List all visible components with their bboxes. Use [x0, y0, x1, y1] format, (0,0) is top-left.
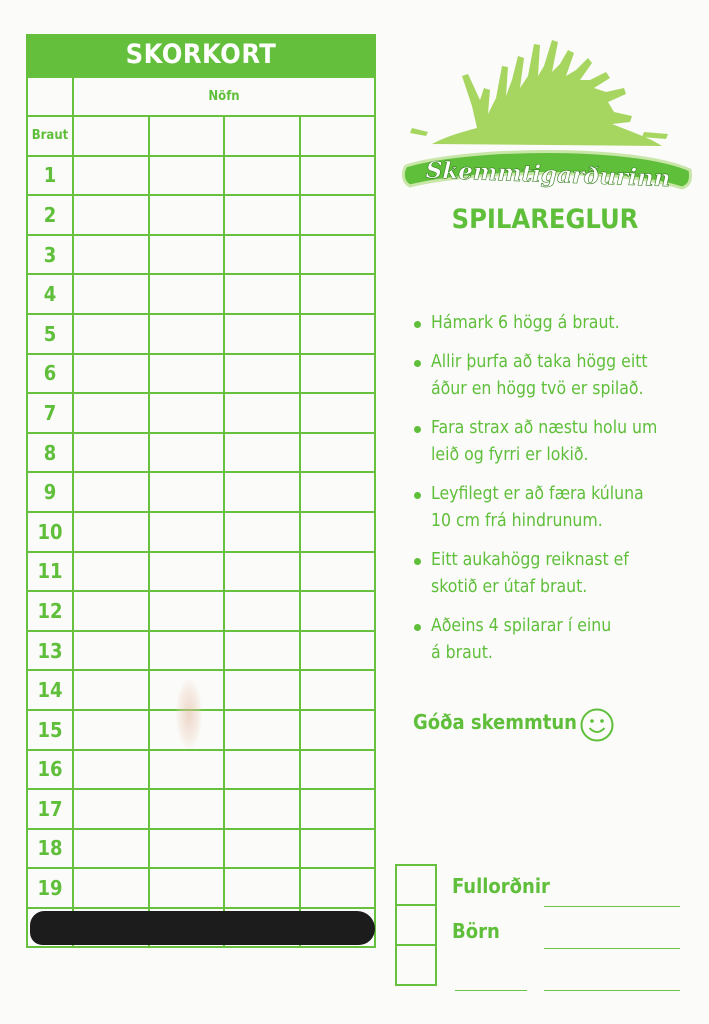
hole-number: 9 — [27, 472, 73, 512]
bullet-icon — [414, 492, 421, 499]
score-cell[interactable] — [224, 710, 300, 750]
hole-row — [27, 433, 375, 473]
player-name-cell[interactable] — [300, 116, 376, 156]
scorecard-title: SKORKORT — [26, 34, 376, 76]
rules-list — [412, 310, 692, 679]
score-cell[interactable] — [300, 829, 376, 869]
score-cell[interactable] — [300, 670, 376, 710]
hole-number: 19 — [27, 868, 73, 908]
score-cell[interactable] — [149, 156, 225, 196]
score-cell[interactable] — [149, 512, 225, 552]
score-cell[interactable] — [149, 393, 225, 433]
score-cell[interactable] — [149, 750, 225, 790]
extra-label-line[interactable] — [455, 990, 527, 991]
score-cell[interactable] — [149, 789, 225, 829]
adults-checkbox[interactable] — [395, 864, 437, 906]
score-cell[interactable] — [224, 433, 300, 473]
score-cell[interactable] — [73, 472, 149, 512]
score-cell[interactable] — [224, 552, 300, 592]
score-cell[interactable] — [224, 354, 300, 394]
score-cell[interactable] — [300, 631, 376, 671]
hole-number: 5 — [27, 314, 73, 354]
hole-number: 6 — [27, 354, 73, 394]
hole-row — [27, 354, 375, 394]
hole-row — [27, 591, 375, 631]
crowd-silhouette-icon — [410, 40, 668, 146]
score-cell[interactable] — [300, 314, 376, 354]
score-cell[interactable] — [73, 433, 149, 473]
rule-text: Hámark 6 högg á braut. — [431, 313, 620, 333]
rule-text: Fara strax að næstu holu um — [431, 418, 658, 438]
hole-row — [27, 472, 375, 512]
bullet-icon — [414, 624, 421, 631]
score-cell[interactable] — [73, 314, 149, 354]
score-cell[interactable] — [224, 512, 300, 552]
hole-row — [27, 235, 375, 275]
score-cell[interactable] — [73, 868, 149, 908]
score-cell[interactable] — [73, 274, 149, 314]
score-cell[interactable] — [73, 591, 149, 631]
bullet-icon — [414, 360, 421, 367]
hole-row — [27, 314, 375, 354]
score-cell[interactable] — [300, 393, 376, 433]
score-cell[interactable] — [300, 274, 376, 314]
score-cell[interactable] — [300, 512, 376, 552]
hole-number: 1 — [27, 156, 73, 196]
hole-number: 11 — [27, 552, 73, 592]
score-cell[interactable] — [224, 472, 300, 512]
score-cell[interactable] — [149, 195, 225, 235]
redaction-bar — [30, 911, 375, 945]
hole-row — [27, 631, 375, 671]
rule-text: á braut. — [431, 643, 493, 663]
score-cell[interactable] — [300, 472, 376, 512]
score-cell[interactable] — [149, 235, 225, 275]
score-cell[interactable] — [149, 472, 225, 512]
hole-number: 18 — [27, 829, 73, 869]
bullet-icon — [414, 426, 421, 433]
price-checkboxes — [395, 866, 437, 986]
rules-title: SPILAREGLUR — [451, 204, 639, 235]
svg-text:Skemmtigarðurinn: Skemmtigarðurinn — [425, 156, 671, 193]
player-name-cell[interactable] — [224, 116, 300, 156]
rule-text: áður en högg tvö er spilað. — [431, 379, 644, 399]
score-cell[interactable] — [73, 512, 149, 552]
adults-price-line[interactable] — [544, 906, 680, 907]
children-label: Börn — [452, 919, 500, 943]
score-cell[interactable] — [149, 314, 225, 354]
score-cell[interactable] — [73, 670, 149, 710]
score-cell[interactable] — [73, 789, 149, 829]
score-cell[interactable] — [73, 710, 149, 750]
score-cell[interactable] — [73, 195, 149, 235]
score-cell[interactable] — [300, 868, 376, 908]
rule-item — [412, 547, 692, 601]
rule-item — [412, 415, 692, 469]
rule-text: Aðeins 4 spilarar í einu — [431, 616, 612, 636]
score-cell[interactable] — [73, 552, 149, 592]
score-cell[interactable] — [73, 393, 149, 433]
hole-number: 12 — [27, 591, 73, 631]
player-name-cell[interactable] — [149, 116, 225, 156]
hole-number: 8 — [27, 433, 73, 473]
hole-number: 17 — [27, 789, 73, 829]
extra-price-line[interactable] — [544, 990, 680, 991]
score-cell[interactable] — [149, 631, 225, 671]
score-cell[interactable] — [224, 195, 300, 235]
hole-row — [27, 512, 375, 552]
hole-number: 13 — [27, 631, 73, 671]
bullet-icon — [414, 321, 421, 328]
score-cell[interactable] — [149, 868, 225, 908]
score-cell[interactable] — [73, 631, 149, 671]
rule-text: Leyfilegt er að færa kúluna — [431, 484, 644, 504]
score-cell[interactable] — [300, 750, 376, 790]
scorecard — [26, 34, 376, 948]
score-cell[interactable] — [224, 789, 300, 829]
score-cell[interactable] — [73, 354, 149, 394]
score-cell[interactable] — [224, 631, 300, 671]
hole-row — [27, 789, 375, 829]
hole-column-label: Braut — [27, 116, 73, 156]
player-name-row — [27, 116, 375, 156]
score-cell[interactable] — [149, 552, 225, 592]
rule-item — [412, 613, 692, 667]
corner-cell — [27, 77, 73, 116]
score-cell[interactable] — [224, 868, 300, 908]
score-cell[interactable] — [73, 156, 149, 196]
greeting-text: Góða skemmtun — [413, 710, 577, 734]
score-cell[interactable] — [224, 750, 300, 790]
names-header-row — [27, 77, 375, 116]
score-cell[interactable] — [300, 156, 376, 196]
rule-item — [412, 349, 692, 403]
rule-text: 10 cm frá hindrunum. — [431, 511, 603, 531]
names-label: Nöfn — [73, 77, 375, 116]
score-cell[interactable] — [224, 393, 300, 433]
hole-row — [27, 195, 375, 235]
paper-stain — [176, 679, 202, 749]
bullet-icon — [414, 558, 421, 565]
score-grid — [26, 76, 376, 948]
hole-number: 14 — [27, 670, 73, 710]
score-cell[interactable] — [149, 829, 225, 869]
score-cell[interactable] — [224, 235, 300, 275]
rule-text: Allir þurfa að taka högg eitt — [431, 352, 648, 372]
hole-row — [27, 156, 375, 196]
hole-number: 2 — [27, 195, 73, 235]
score-cell[interactable] — [73, 235, 149, 275]
hole-row — [27, 393, 375, 433]
children-checkbox[interactable] — [395, 904, 437, 946]
smiley-icon — [579, 707, 615, 743]
children-price-line[interactable] — [544, 948, 680, 949]
adults-label: Fullorðnir — [452, 874, 550, 898]
player-name-cell[interactable] — [73, 116, 149, 156]
score-cell[interactable] — [300, 789, 376, 829]
score-cell[interactable] — [224, 314, 300, 354]
rule-item — [412, 310, 692, 337]
hole-row — [27, 274, 375, 314]
score-cell[interactable] — [300, 354, 376, 394]
hole-number: 3 — [27, 235, 73, 275]
score-cell[interactable] — [300, 591, 376, 631]
skemmtigardurinn-logo — [392, 36, 698, 196]
score-cell[interactable] — [73, 829, 149, 869]
hole-number: 16 — [27, 750, 73, 790]
score-cell[interactable] — [300, 552, 376, 592]
score-cell[interactable] — [149, 433, 225, 473]
score-cell[interactable] — [73, 750, 149, 790]
score-cell[interactable] — [224, 274, 300, 314]
score-cell[interactable] — [300, 195, 376, 235]
rule-item — [412, 481, 692, 535]
rule-text: leið og fyrri er lokið. — [431, 445, 589, 465]
score-cell[interactable] — [300, 433, 376, 473]
score-cell[interactable] — [224, 156, 300, 196]
hole-row — [27, 552, 375, 592]
hole-number: 10 — [27, 512, 73, 552]
extra-checkbox[interactable] — [395, 944, 437, 986]
score-cell[interactable] — [300, 710, 376, 750]
hole-number: 4 — [27, 274, 73, 314]
rule-text: Eitt aukahögg reiknast ef — [431, 550, 629, 570]
score-cell[interactable] — [224, 829, 300, 869]
hole-row — [27, 829, 375, 869]
score-cell[interactable] — [149, 591, 225, 631]
score-cell[interactable] — [300, 235, 376, 275]
rule-text: skotið er útaf braut. — [431, 577, 588, 597]
hole-number: 7 — [27, 393, 73, 433]
hole-row — [27, 750, 375, 790]
hole-number: 15 — [27, 710, 73, 750]
score-cell[interactable] — [149, 274, 225, 314]
score-cell[interactable] — [149, 354, 225, 394]
hole-row — [27, 868, 375, 908]
score-cell[interactable] — [224, 591, 300, 631]
score-cell[interactable] — [224, 670, 300, 710]
